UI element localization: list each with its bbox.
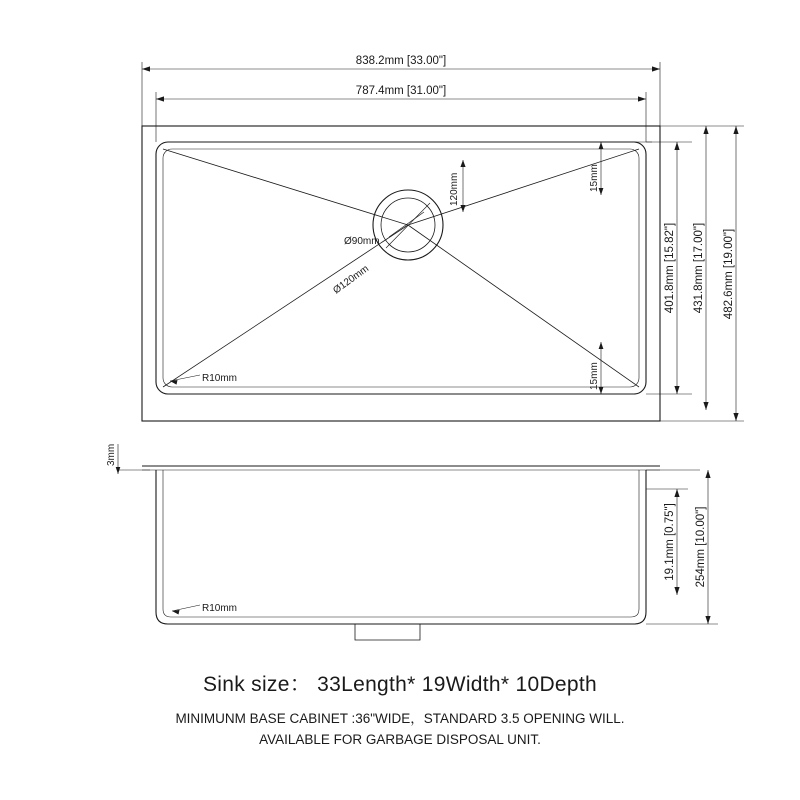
- dim-lip-arrow-bottom: [674, 587, 679, 595]
- dim-inner-width-arrow-r: [638, 96, 646, 101]
- slope-line-tr: [408, 149, 639, 225]
- offset-120-label: 120mm: [449, 172, 460, 206]
- slope-line-br: [408, 225, 639, 387]
- dim-482-label: 482.6mm [19.00"]: [723, 228, 735, 320]
- dim-depth-arrow-top: [705, 470, 710, 478]
- dim-depth-arrow-bottom: [705, 616, 710, 624]
- thickness-arrow: [116, 467, 121, 474]
- dim-401-label: 401.8mm [15.82"]: [664, 222, 676, 314]
- dim-overall-width-label: 838.2mm [33.00"]: [355, 55, 447, 67]
- slope-line-tl: [163, 149, 408, 225]
- top-view-basin-bottom: [163, 149, 639, 387]
- dim-inner-width-arrow-l: [156, 96, 164, 101]
- dim-431-label: 431.8mm [17.00"]: [693, 222, 705, 314]
- edge15-bottom-arrow-a: [599, 342, 604, 349]
- top-view-basin: [156, 142, 646, 394]
- side-view-drain-stub: [355, 624, 420, 640]
- caption-block: [0, 668, 800, 751]
- dim-overall-width-arrow-r: [652, 66, 660, 71]
- side-r10-label: R10mm: [202, 603, 238, 614]
- drain-outer-label: Ø120mm: [331, 263, 372, 297]
- drain-inner-leader: [389, 212, 424, 237]
- edge15-bottom-label: 15mm: [589, 362, 600, 390]
- note-line-1: MINIMUNM BASE CABINET :36"WIDE，STANDARD 3.5 OPENING WILL.: [175, 711, 625, 726]
- dim-depth-label: 254mm [10.00"]: [695, 506, 707, 588]
- dim-482-arrow-bottom: [733, 413, 738, 421]
- offset-120-arrow-top: [460, 160, 465, 167]
- sink-size-caption: Sink size： 33Length* 19Width* 10Depth: [202, 673, 597, 696]
- dim-482-arrow-top: [733, 126, 738, 134]
- side-view-group: [106, 444, 718, 640]
- dim-overall-width-arrow-l: [142, 66, 150, 71]
- dim-401-arrow-top: [674, 142, 679, 150]
- r10-leader-top: [170, 375, 200, 381]
- dim-431-arrow-top: [703, 126, 708, 134]
- edge15-top-label: 15mm: [589, 164, 600, 192]
- r10-label-top: R10mm: [202, 373, 238, 384]
- slope-line-bl: [163, 225, 408, 387]
- top-view-group: [142, 55, 744, 421]
- dim-lip-arrow-top: [674, 489, 679, 497]
- thickness-label: 3mm: [106, 443, 117, 466]
- offset-120-arrow-bottom: [460, 205, 465, 212]
- dim-431-arrow-bottom: [703, 402, 708, 410]
- side-view-basin-outline: [156, 470, 646, 624]
- drain-inner-label: Ø90mm: [344, 236, 380, 247]
- note-line-2: AVAILABLE FOR GARBAGE DISPOSAL UNIT.: [259, 731, 541, 747]
- drain-outer-leader: [386, 203, 430, 248]
- dim-lip-label: 19.1mm [0.75"]: [664, 503, 676, 581]
- side-view-inner-wall: [163, 470, 639, 617]
- side-r10-leader: [172, 605, 200, 611]
- dim-inner-width-label: 787.4mm [31.00"]: [355, 85, 447, 97]
- edge15-top-arrow-a: [599, 142, 604, 149]
- dim-401-arrow-bottom: [674, 386, 679, 394]
